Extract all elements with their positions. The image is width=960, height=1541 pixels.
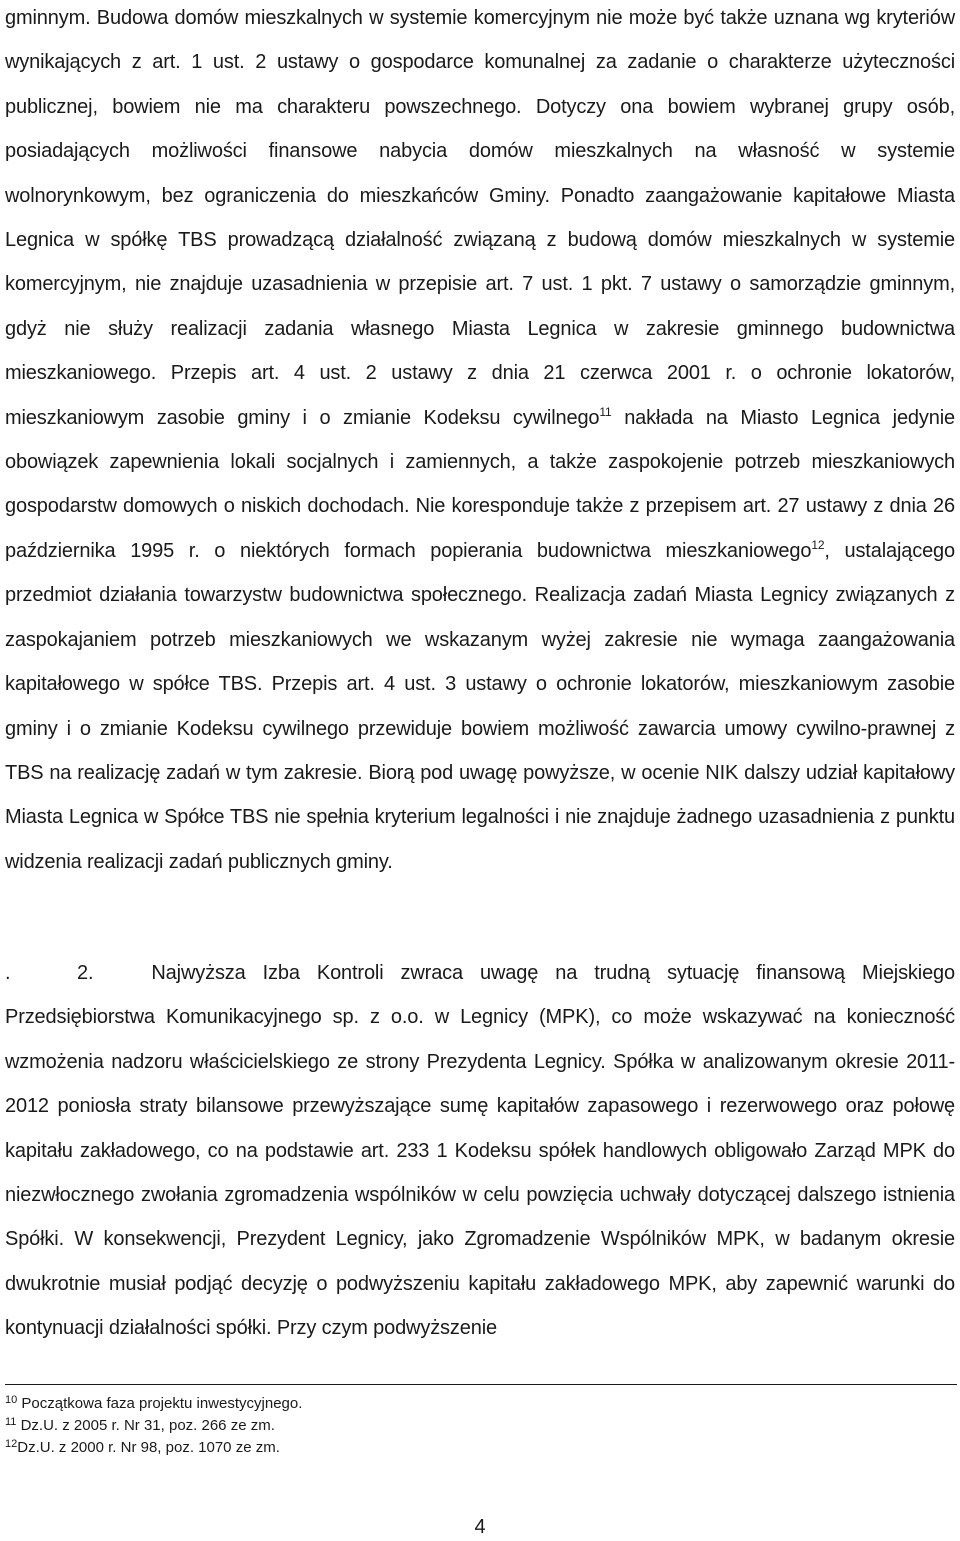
page-number: 4: [474, 1516, 486, 1538]
footnote-text: Dz.U. z 2000 r. Nr 98, poz. 1070 ze zm.: [17, 1439, 280, 1456]
body-paragraph-2: [5, 951, 955, 1351]
footnote-12: [5, 1437, 955, 1459]
footnote-10: [5, 1393, 955, 1415]
paragraph-2-number: 2.: [77, 962, 94, 984]
footnote-mark: 12: [5, 1438, 18, 1450]
document-page: [5, 0, 955, 1541]
paragraph-1-text-a: gminnym. Budowa domów mieszkalnych w systemie komercyjnym nie może być także uznana wg kryteriów wynikających z art. 1 ust. 2 ustawy o gospodarce komunalnej za zadanie o charakterze użyteczności publicznej, bowiem nie ma charakteru powszechnego. Dotyczy ona bowiem wybranej grupy osób, posiadających możliwości finansowe nabycia domów mieszkalnych na własność w systemie wolnorynkowym, bez ograniczenia do mieszkańców Gminy. Ponadto zaangażowanie kapitałowe Miasta Legnica w spółkę TBS prowadzącą działalność związaną z budową domów mieszkalnych w systemie komercyjnym, nie znajduje uzasadnienia w przepisie art. 7 ust. 1 pkt. 7 ustawy o samorządzie gminnym, gdyż nie służy realizacji zadania własnego Miasta Legnica w zakresie gminnego budownictwa mieszkaniowego. Przepis art. 4 ust. 2 ustawy z dnia 21 czerwca 2001 r. o ochronie lokatorów, mieszkaniowym zasobie gminy i o zmianie Kodeksu cywilnego: [5, 7, 955, 429]
footnote-mark: 11: [5, 1416, 17, 1428]
footnotes: [5, 1393, 955, 1459]
footnote-text: Początkowa faza projektu inwestycyjnego.: [17, 1395, 303, 1412]
footnote-text: Dz.U. z 2005 r. Nr 31, poz. 266 ze zm.: [16, 1417, 275, 1434]
paragraph-1-text-c: , ustalającego przedmiot działania towarzystw budownictwa społecznego. Realizacja zadań Miasta Legnicy związanych z zaspokajaniem potrzeb mieszkaniowych we wskazanym wyżej zakresie nie wymaga zaangażowania kapitałowego w spółce TBS. Przepis art. 4 ust. 3 ustawy o ochronie lokatorów, mieszkaniowym zasobie gminy i o zmianie Kodeksu cywilnego przewiduje bowiem możliwość zawarcia umowy cywilno-prawnej z TBS na realizację zadań w tym zakresie. Biorą pod uwagę powyższe, w ocenie NIK dalszy udział kapitałowy Miasta Legnica w Spółce TBS nie spełnia kryterium legalności i nie znajduje żadnego uzasadnienia z punktu widzenia realizacji zadań publicznych gminy.: [5, 539, 955, 873]
paragraph-2-lead: .: [5, 962, 11, 984]
footnote-ref-11[interactable]: 11: [599, 404, 612, 419]
footnote-ref-12[interactable]: 12: [811, 537, 825, 552]
paragraph-1-text-b: nakłada na Miasto Legnica jedynie obowiązek zapewnienia lokali socjalnych i zamiennych, a także zaspokojenie potrzeb mieszkaniowych gospodarstw domowych o niskich dochodach. Nie koresponduje także z przepisem art. 27 ustawy z dnia 26 października 1995 r. o niektórych formach popierania budownictwa mieszkaniowego: [5, 406, 955, 562]
footnote-11: [5, 1415, 955, 1437]
footnote-separator: [5, 1384, 957, 1385]
paragraph-2-text: Najwyższa Izba Kontroli zwraca uwagę na trudną sytuację finansową Miejskiego Przedsiębiorstwa Komunikacyjnego sp. z o.o. w Legnicy (MPK), co może wskazywać na konieczność wzmożenia nadzoru właścicielskiego ze strony Prezydenta Legnicy. Spółka w analizowanym okresie 2011- 2012 poniosła straty bilansowe przewyższające sumę kapitałów zapasowego i rezerwowego oraz połowę kapitału zakładowego, co na podstawie art. 233 1 Kodeksu spółek handlowych obligowało Zarząd MPK do niezwłocznego zwołania zgromadzenia wspólników w celu powzięcia uchwały dotyczącej dalszego istnienia Spółki. W konsekwencji, Prezydent Legnicy, jako Zgromadzenie Wspólników MPK, w badanym okresie dwukrotnie musiał podjąć decyzję o podwyższeniu kapitału zakładowego MPK, aby zapewnić warunki do kontynuacji działalności spółki. Przy czym podwyższenie: [5, 962, 955, 1340]
footnote-mark: 10: [5, 1394, 18, 1406]
body-paragraph-1: [5, 0, 955, 884]
